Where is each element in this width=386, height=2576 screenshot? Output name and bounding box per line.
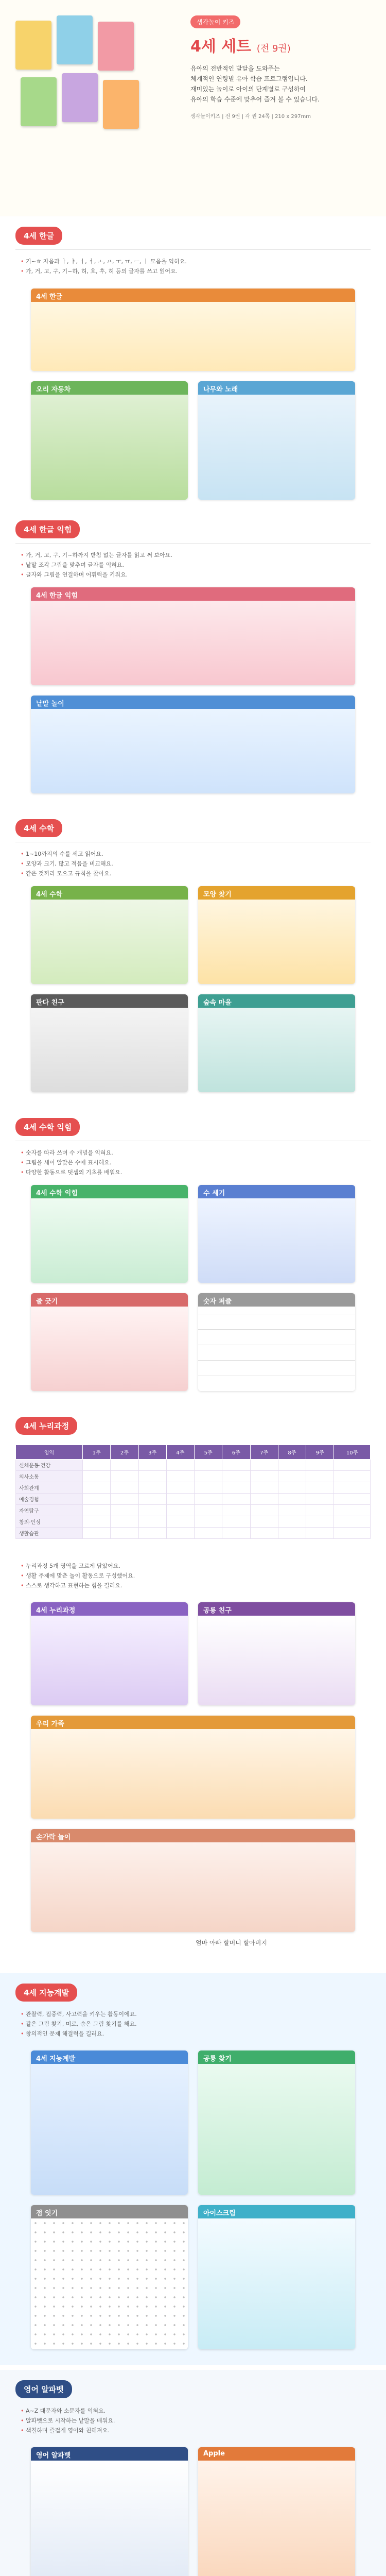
preview-title: 4세 수학 익힘 bbox=[31, 1185, 188, 1198]
table-cell bbox=[195, 1494, 222, 1505]
preview-image bbox=[31, 1008, 188, 1092]
table-cell bbox=[334, 1460, 371, 1471]
booklet-cover bbox=[98, 22, 134, 71]
page-preview bbox=[31, 587, 355, 685]
preview-title: 4세 한글 익힘 bbox=[31, 587, 355, 601]
page-preview bbox=[31, 1185, 188, 1283]
bullet: • 같은 것끼리 모으고 규칙을 찾아요. bbox=[21, 869, 365, 878]
preview-image bbox=[198, 2461, 355, 2576]
table-cell bbox=[83, 1516, 111, 1528]
preview-title: 숲속 마을 bbox=[198, 994, 355, 1008]
table-cell bbox=[306, 1505, 334, 1516]
preview-image bbox=[31, 1729, 355, 1819]
table-cell bbox=[306, 1482, 334, 1494]
table-cell bbox=[138, 1505, 166, 1516]
page-preview bbox=[31, 381, 188, 500]
booklet-cover bbox=[103, 80, 139, 129]
column-header: 5주 bbox=[195, 1445, 222, 1460]
page-preview bbox=[31, 289, 355, 371]
preview-image bbox=[31, 601, 355, 685]
row-label: 생활습관 bbox=[16, 1528, 83, 1539]
row-label: 신체운동·건강 bbox=[16, 1460, 83, 1471]
table-cell bbox=[166, 1482, 194, 1494]
bullet: • 숫자를 따라 쓰며 수 개념을 익혀요. bbox=[21, 1148, 365, 1158]
table-cell bbox=[166, 1494, 194, 1505]
bullet-list bbox=[21, 1561, 365, 1590]
section-tag: 4세 수학 bbox=[15, 819, 62, 837]
desc-line: 유아의 전반적인 발달을 도와주는 bbox=[190, 65, 280, 72]
page-preview bbox=[31, 1829, 355, 1932]
preview-title: 영어 알파벳 bbox=[31, 2447, 188, 2461]
preview-title: 숫자 퍼즐 bbox=[198, 1293, 355, 1307]
section-hangul bbox=[0, 227, 386, 515]
table-cell bbox=[222, 1505, 250, 1516]
row-label: 창의·인성 bbox=[16, 1516, 83, 1528]
preview-title: 줄 긋기 bbox=[31, 1293, 188, 1307]
bullet-list bbox=[21, 2009, 365, 2039]
table-cell bbox=[222, 1471, 250, 1482]
row-label: 사회관계 bbox=[16, 1482, 83, 1494]
table-cell bbox=[83, 1528, 111, 1539]
bullet: • 모양과 크기, 많고 적음을 비교해요. bbox=[21, 859, 365, 869]
table-row bbox=[16, 1505, 371, 1516]
booklet-cover bbox=[57, 15, 93, 64]
section-tag: 4세 한글 bbox=[15, 227, 62, 245]
booklet-cover bbox=[21, 77, 57, 126]
table-cell bbox=[250, 1494, 278, 1505]
section-tag: 4세 수학 익힘 bbox=[15, 1118, 80, 1136]
table-cell bbox=[222, 1460, 250, 1471]
page-preview bbox=[198, 2050, 355, 2195]
preview-caption: 엄마 아빠 할머니 할아버지 bbox=[196, 1939, 267, 1946]
table-cell bbox=[306, 1494, 334, 1505]
section-math-practice bbox=[0, 1118, 386, 1406]
table-cell bbox=[195, 1516, 222, 1528]
column-header: 7주 bbox=[250, 1445, 278, 1460]
table-cell bbox=[138, 1528, 166, 1539]
page-preview bbox=[198, 1185, 355, 1283]
preview-image bbox=[198, 1616, 355, 1705]
preview-title: 모양 찾기 bbox=[198, 886, 355, 900]
page-preview bbox=[198, 994, 355, 1092]
table-cell bbox=[166, 1505, 194, 1516]
table-cell bbox=[334, 1528, 371, 1539]
preview-image bbox=[31, 2064, 188, 2195]
bullet: • 다양한 활동으로 덧셈의 기초를 배워요. bbox=[21, 1167, 365, 1177]
bullet: • 같은 그림 찾기, 미로, 숨은 그림 찾기를 해요. bbox=[21, 2019, 365, 2029]
bullet-list bbox=[21, 2406, 365, 2435]
page-preview bbox=[31, 1716, 355, 1819]
page-preview bbox=[31, 1293, 188, 1391]
page-preview bbox=[31, 1602, 188, 1705]
column-header: 10주 bbox=[334, 1445, 371, 1460]
table-cell bbox=[278, 1471, 306, 1482]
section-tag: 4세 지능계발 bbox=[15, 1984, 77, 2002]
bullet: • 낱말 조각 그림을 맞추며 글자를 익혀요. bbox=[21, 560, 365, 570]
table-row bbox=[16, 1471, 371, 1482]
column-header: 9주 bbox=[306, 1445, 334, 1460]
preview-title: 4세 수학 bbox=[31, 886, 188, 900]
table-cell bbox=[111, 1482, 138, 1494]
divider bbox=[15, 249, 371, 250]
desc-line: 유아의 학습 수준에 맞추어 즐겨 볼 수 있습니다. bbox=[190, 96, 320, 103]
desc-line: 재미있는 놀이로 아이의 단계별로 구성하여 bbox=[190, 86, 306, 93]
table-cell bbox=[250, 1460, 278, 1471]
page-preview bbox=[198, 886, 355, 984]
table-cell bbox=[334, 1482, 371, 1494]
bullet-list bbox=[21, 849, 365, 878]
bullet: • A~Z 대문자와 소문자를 익혀요. bbox=[21, 2406, 365, 2416]
table-cell bbox=[83, 1460, 111, 1471]
preview-image bbox=[198, 1008, 355, 1092]
table-cell bbox=[334, 1471, 371, 1482]
preview-image bbox=[198, 2218, 355, 2349]
table-row bbox=[16, 1528, 371, 1539]
table-cell bbox=[111, 1471, 138, 1482]
table-cell bbox=[222, 1528, 250, 1539]
bullet: • 기~ㅎ 자음과 ㅏ, ㅑ, ㅓ, ㅕ, ㅗ, ㅛ, ㅜ, ㅠ, ㅡ, ㅣ 모음을 익혀요. bbox=[21, 257, 365, 266]
bullet: • 스스로 생각하고 표현하는 힘을 길러요. bbox=[21, 1581, 365, 1590]
section-tag: 4세 한글 익힘 bbox=[15, 520, 80, 538]
table-cell bbox=[111, 1505, 138, 1516]
row-label: 자연탐구 bbox=[16, 1505, 83, 1516]
page-preview bbox=[31, 2050, 188, 2195]
table-cell bbox=[83, 1471, 111, 1482]
preview-image bbox=[31, 1198, 188, 1283]
section-tag: 영어 알파벳 bbox=[15, 2380, 72, 2398]
table-cell bbox=[83, 1505, 111, 1516]
preview-image bbox=[198, 2064, 355, 2195]
section-intelligence bbox=[0, 1973, 386, 2365]
table-cell bbox=[334, 1516, 371, 1528]
table-cell bbox=[278, 1482, 306, 1494]
table-cell bbox=[195, 1471, 222, 1482]
brand-badge: 생각놀이 키즈 bbox=[190, 15, 240, 28]
preview-title: 점 잇기 bbox=[31, 2205, 188, 2218]
preview-title: 4세 누리과정 bbox=[31, 1602, 188, 1616]
bullet: • 누리과정 5개 영역을 고르게 담았어요. bbox=[21, 1561, 365, 1571]
column-header: 2주 bbox=[111, 1445, 138, 1460]
section-hangul-practice bbox=[0, 520, 386, 809]
preview-title: 4세 지능계발 bbox=[31, 2050, 188, 2064]
table-cell bbox=[195, 1505, 222, 1516]
page-preview bbox=[198, 2447, 355, 2576]
table-cell bbox=[250, 1505, 278, 1516]
booklet-cover bbox=[15, 21, 51, 70]
table-cell bbox=[250, 1471, 278, 1482]
table-cell bbox=[250, 1528, 278, 1539]
table-cell bbox=[306, 1460, 334, 1471]
column-header: 4주 bbox=[166, 1445, 194, 1460]
section-math bbox=[0, 819, 386, 1108]
table-row bbox=[16, 1516, 371, 1528]
table-cell bbox=[250, 1482, 278, 1494]
preview-title: 오리 자동차 bbox=[31, 381, 188, 395]
preview-title: 수 세기 bbox=[198, 1185, 355, 1198]
bullet-list bbox=[21, 257, 365, 276]
table-cell bbox=[138, 1471, 166, 1482]
table-row bbox=[16, 1482, 371, 1494]
preview-title: Apple bbox=[198, 2447, 355, 2461]
preview-title: 낱말 놀이 bbox=[31, 696, 355, 709]
preview-image bbox=[31, 395, 188, 500]
bullet: • 가, 거, 고, 구, 기~하까지 받침 없는 글자를 읽고 써 보아요. bbox=[21, 550, 365, 560]
table-cell bbox=[111, 1528, 138, 1539]
preview-image bbox=[31, 1842, 355, 1932]
bullet: • 알파벳으로 시작하는 낱말을 배워요. bbox=[21, 2416, 365, 2426]
bullet: • 생활 주제에 맞춘 놀이 활동으로 구성했어요. bbox=[21, 1571, 365, 1581]
preview-title: 공룡 찾기 bbox=[198, 2050, 355, 2064]
curriculum-table bbox=[15, 1445, 371, 1539]
page-preview bbox=[31, 2447, 188, 2576]
table-header-row bbox=[16, 1445, 371, 1460]
table-cell bbox=[222, 1516, 250, 1528]
preview-image bbox=[31, 900, 188, 984]
page-preview bbox=[198, 1602, 355, 1705]
table-cell bbox=[195, 1460, 222, 1471]
table-cell bbox=[278, 1505, 306, 1516]
table-cell bbox=[83, 1494, 111, 1505]
divider bbox=[15, 543, 371, 544]
bullet: • 1~10까지의 수를 세고 읽어요. bbox=[21, 849, 365, 859]
bullet: • 관찰력, 집중력, 사고력을 키우는 활동이에요. bbox=[21, 2009, 365, 2019]
row-label: 예술경험 bbox=[16, 1494, 83, 1505]
section-tag: 4세 누리과정 bbox=[15, 1417, 77, 1435]
table-cell bbox=[83, 1482, 111, 1494]
preview-image bbox=[31, 2218, 188, 2349]
table-cell bbox=[334, 1505, 371, 1516]
table-cell bbox=[278, 1528, 306, 1539]
table-cell bbox=[138, 1460, 166, 1471]
hero bbox=[0, 0, 386, 216]
booklet-cover bbox=[62, 73, 98, 122]
title-main: 4세 세트 bbox=[190, 38, 252, 56]
table-cell bbox=[278, 1494, 306, 1505]
table-cell bbox=[250, 1516, 278, 1528]
preview-image bbox=[198, 900, 355, 984]
preview-image bbox=[31, 1307, 188, 1391]
table-cell bbox=[195, 1528, 222, 1539]
table-row bbox=[16, 1494, 371, 1505]
section-alphabet bbox=[0, 2370, 386, 2576]
column-header: 6주 bbox=[222, 1445, 250, 1460]
page-preview bbox=[31, 2205, 188, 2349]
table-cell bbox=[138, 1516, 166, 1528]
bullet-list bbox=[21, 1148, 365, 1177]
hero-text bbox=[190, 15, 365, 120]
preview-image bbox=[198, 1198, 355, 1283]
preview-title: 아이스크림 bbox=[198, 2205, 355, 2218]
preview-image bbox=[198, 395, 355, 500]
table-cell bbox=[166, 1471, 194, 1482]
table-row bbox=[16, 1460, 371, 1471]
preview-title: 나무와 노래 bbox=[198, 381, 355, 395]
table-cell bbox=[166, 1460, 194, 1471]
page-preview bbox=[198, 2205, 355, 2349]
column-header: 8주 bbox=[278, 1445, 306, 1460]
row-label: 의사소통 bbox=[16, 1471, 83, 1482]
section-nuri bbox=[0, 1417, 386, 1963]
preview-image bbox=[31, 709, 355, 793]
table-cell bbox=[195, 1482, 222, 1494]
table-cell bbox=[306, 1528, 334, 1539]
bullet: • 가, 거, 고, 구, 기~하, 허, 호, 후, 히 등의 글자를 쓰고 읽어요. bbox=[21, 266, 365, 276]
title-sub: (전 9권) bbox=[256, 43, 291, 54]
preview-title: 손가락 놀이 bbox=[31, 1829, 355, 1842]
preview-title: 우리 가족 bbox=[31, 1716, 355, 1729]
table-cell bbox=[278, 1460, 306, 1471]
booklet-stack bbox=[10, 15, 149, 149]
table-cell bbox=[111, 1516, 138, 1528]
column-header: 영역 bbox=[16, 1445, 83, 1460]
page-preview bbox=[198, 1293, 355, 1391]
desc-line: 체계적인 연령별 유아 학습 프로그램입니다. bbox=[190, 75, 308, 82]
preview-image bbox=[198, 1307, 355, 1391]
preview-title: 판다 친구 bbox=[31, 994, 188, 1008]
column-header: 3주 bbox=[138, 1445, 166, 1460]
table-cell bbox=[334, 1494, 371, 1505]
bullet: • 그림을 세어 알맞은 수에 표시해요. bbox=[21, 1158, 365, 1167]
bullet-list bbox=[21, 550, 365, 580]
table-cell bbox=[222, 1494, 250, 1505]
page-preview bbox=[31, 994, 188, 1092]
product-meta: 생각놀이키즈 | 전 9권 | 각 권 24쪽 | 210 x 297mm bbox=[190, 114, 311, 120]
table-cell bbox=[138, 1494, 166, 1505]
preview-title: 공룡 친구 bbox=[198, 1602, 355, 1616]
column-header: 1주 bbox=[83, 1445, 111, 1460]
table-cell bbox=[306, 1471, 334, 1482]
table-cell bbox=[111, 1460, 138, 1471]
table-cell bbox=[166, 1528, 194, 1539]
page-preview bbox=[198, 381, 355, 500]
preview-title: 4세 한글 bbox=[31, 289, 355, 302]
bullet: • 글자와 그림을 연결하며 어휘력을 키워요. bbox=[21, 570, 365, 580]
page-preview bbox=[31, 696, 355, 793]
table-cell bbox=[222, 1482, 250, 1494]
bullet: • 색칠하며 즐겁게 영어와 친해져요. bbox=[21, 2426, 365, 2435]
page-title bbox=[190, 33, 365, 56]
page-preview bbox=[31, 886, 188, 984]
hero-description bbox=[190, 63, 365, 105]
bullet: • 창의적인 문제 해결력을 길러요. bbox=[21, 2029, 365, 2039]
table-cell bbox=[111, 1494, 138, 1505]
preview-image bbox=[31, 1616, 188, 1705]
table-cell bbox=[306, 1516, 334, 1528]
table-cell bbox=[138, 1482, 166, 1494]
preview-image bbox=[31, 2461, 188, 2576]
table-cell bbox=[166, 1516, 194, 1528]
table-cell bbox=[278, 1516, 306, 1528]
preview-image bbox=[31, 302, 355, 371]
